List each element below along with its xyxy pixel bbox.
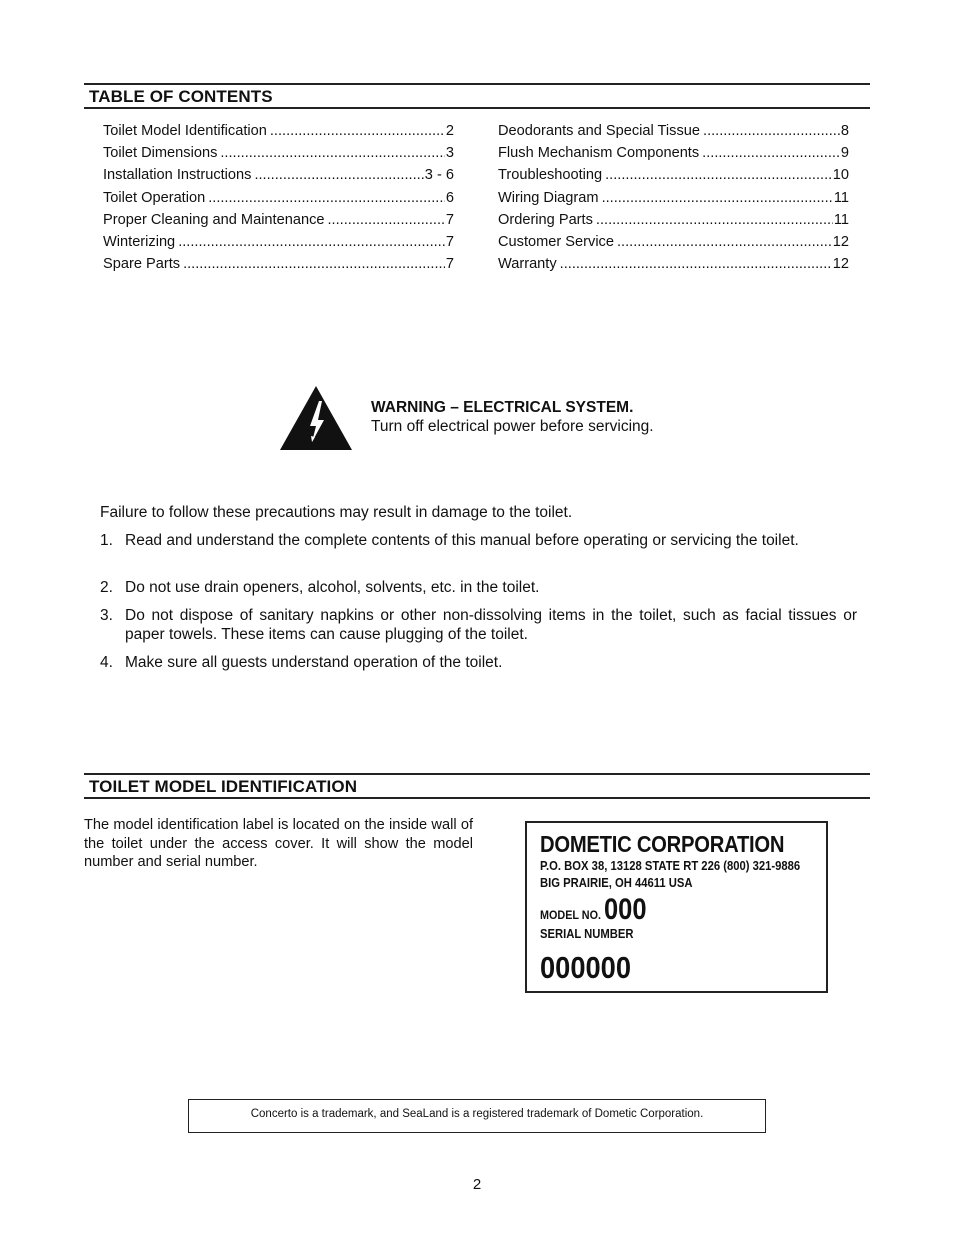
toc-heading: TABLE OF CONTENTS (89, 87, 273, 106)
toc-entry[interactable] (103, 145, 454, 167)
toc-leader-dots (270, 123, 445, 139)
toc-entry-title: Warranty (498, 256, 557, 273)
toc-entry-page: 11 (833, 211, 849, 228)
list-item (100, 531, 857, 550)
toc-entry-title: Customer Service (498, 233, 614, 250)
toc-entry-title: Winterizing (103, 233, 176, 250)
toc-entry-title: Deodorants and Special Tissue (498, 123, 701, 139)
toc-entry-page: 11 (833, 189, 849, 206)
label-address-line1: P.O. BOX 38, 13128 STATE RT 226 (800) 321-9886 (540, 859, 801, 873)
toc-leader-dots (254, 167, 423, 183)
toc-entry[interactable] (498, 190, 849, 212)
toc-entry[interactable] (498, 212, 849, 234)
toc-leader-dots (703, 123, 840, 139)
electrical-hazard-icon (278, 384, 354, 452)
toc-leader-dots (605, 167, 832, 183)
toc-entry[interactable] (498, 123, 849, 145)
toc-entry-title: Toilet Operation (103, 189, 206, 206)
toc-entry-title: Installation Instructions (103, 167, 252, 184)
list-item-number: 3. (100, 607, 113, 624)
toc-entry-title: Spare Parts (103, 256, 181, 273)
toc-entry-page: 9 (840, 145, 849, 162)
toc-entry[interactable] (498, 145, 849, 167)
toc-entry-title: Toilet Model Identification (103, 123, 267, 139)
toc-entry-title: Flush Mechanism Components (498, 145, 700, 162)
toc-entry[interactable] (103, 256, 454, 278)
model-id-heading: TOILET MODEL IDENTIFICATION (89, 777, 358, 796)
toc-entry[interactable] (498, 234, 849, 256)
toc-entry[interactable] (103, 190, 454, 212)
toc-entry[interactable] (498, 167, 849, 189)
toc-leader-dots (328, 212, 445, 228)
warning-title: WARNING – ELECTRICAL SYSTEM. (371, 399, 634, 416)
toc-left-column (103, 123, 454, 278)
model-id-header-bar (84, 773, 870, 799)
precautions-intro: Failure to follow these precautions may result in damage to the toilet. (100, 504, 573, 521)
toc-entry[interactable] (103, 212, 454, 234)
toc-entry-page: 3 - 6 (424, 167, 454, 184)
label-serial-caption: SERIAL NUMBER (540, 927, 634, 941)
toc-entry-title: Wiring Diagram (498, 189, 599, 206)
page-number: 2 (472, 1176, 482, 1193)
toc-leader-dots (183, 256, 445, 272)
list-item-text: Do not use drain openers, alcohol, solvents, etc. in the toilet. (125, 579, 540, 596)
label-company-name: DOMETIC CORPORATION (540, 831, 785, 857)
label-address-line2: BIG PRAIRIE, OH 44611 USA (540, 876, 693, 890)
toc-leader-dots (208, 190, 445, 206)
toc-entry-page: 6 (445, 189, 454, 206)
model-id-description: The model identification label is located on the inside wall of the toilet under the access cover. It will show the model number and serial number. (84, 817, 473, 870)
toc-leader-dots (560, 256, 832, 272)
list-item-text: Read and understand the complete contents of this manual before operating or servicing the toilet. (125, 532, 799, 549)
toc-entry-title: Ordering Parts (498, 211, 593, 228)
toc-entry-page: 10 (832, 167, 849, 184)
toc-leader-dots (220, 145, 445, 161)
list-item (100, 578, 857, 597)
list-item-text: Make sure all guests understand operation of the toilet. (125, 654, 503, 671)
toc-entry-page: 7 (445, 233, 454, 250)
toc-entry[interactable] (498, 256, 849, 278)
toc-entry-page: 7 (445, 256, 454, 273)
toc-leader-dots (602, 190, 833, 206)
toc-entry-title: Troubleshooting (498, 167, 603, 184)
warning-text: Turn off electrical power before servicing. (371, 418, 654, 435)
label-model-row (540, 895, 654, 925)
toc-leader-dots (596, 212, 833, 228)
toc-entry-page: 12 (832, 233, 849, 250)
list-item (100, 653, 857, 672)
list-item-number: 1. (100, 532, 113, 549)
label-model-caption: MODEL NO. (540, 908, 602, 922)
toc-entry-page: 8 (840, 123, 849, 139)
toc-entry[interactable] (103, 123, 454, 145)
toc-entry-page: 2 (445, 123, 454, 139)
toc-entry-page: 12 (832, 256, 849, 273)
list-item-text: Do not dispose of sanitary napkins or other non-dissolving items in the toilet, such as facial tissues or paper towels. These items can cause plugging of the toilet. (125, 607, 857, 643)
toc-entry[interactable] (103, 167, 454, 189)
label-serial-value: 000000 (540, 950, 632, 985)
toc-right-column (498, 123, 849, 278)
toc-entry-page: 3 (445, 145, 454, 162)
toc-entry-title: Proper Cleaning and Maintenance (103, 211, 325, 228)
toc-leader-dots (178, 234, 445, 250)
toc-entry-title: Toilet Dimensions (103, 145, 218, 162)
toc-entry[interactable] (103, 234, 454, 256)
list-item-number: 2. (100, 579, 113, 596)
label-model-value: 000 (603, 893, 647, 926)
toc-entry-page: 7 (445, 211, 454, 228)
list-item-number: 4. (100, 654, 113, 671)
toc-leader-dots (617, 234, 832, 250)
trademark-notice: Concerto is a trademark, and SeaLand is a registered trademark of Dometic Corporation. (188, 1099, 766, 1133)
model-identification-label (525, 821, 828, 993)
list-item (100, 606, 857, 644)
toc-leader-dots (702, 145, 840, 161)
toc-header-bar (84, 83, 870, 109)
